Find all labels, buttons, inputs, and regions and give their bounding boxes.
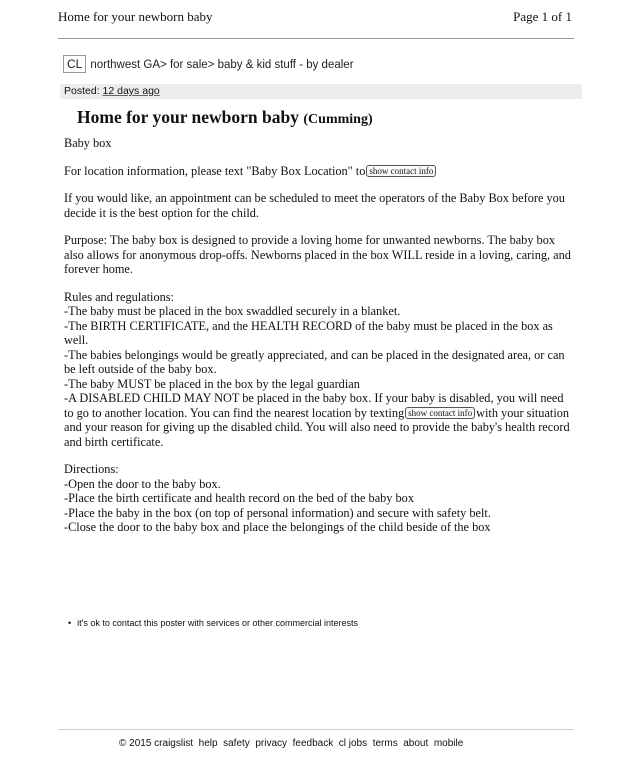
breadcrumb-section[interactable]: for sale	[169, 59, 208, 71]
breadcrumb	[63, 55, 354, 73]
body-texting-text: with your situation	[476, 405, 570, 420]
posting-info	[60, 84, 582, 99]
notices-list	[68, 618, 358, 628]
body-intro: Baby box	[64, 136, 112, 150]
footer-link-help[interactable]: help	[198, 738, 218, 749]
print-page-number: Page 1 of 1	[513, 9, 572, 24]
footer-link-terms[interactable]: terms	[372, 738, 398, 749]
body-line	[64, 406, 578, 421]
body-rules-paragraph	[64, 290, 578, 450]
header-divider	[58, 38, 574, 39]
breadcrumb-separator: >	[160, 59, 170, 71]
show-contact-info-button[interactable]: show contact info	[405, 407, 475, 419]
body-line: -Close the door to the baby box and place the belongings of the child beside of the box	[64, 520, 491, 534]
body-line: -Place the baby in the box (on top of personal information) and secure with safety belt.	[64, 505, 491, 520]
body-location-paragraph	[64, 164, 578, 179]
body-line: decide it is the best option for the child.	[64, 205, 259, 220]
notice-bullet: •	[68, 618, 72, 628]
craigslist-logo[interactable]: CL	[63, 55, 86, 73]
posting-title-text: Home for your newborn baby	[77, 107, 300, 127]
body-line: -Open the door to the baby box.	[64, 476, 221, 491]
body-line: well.	[64, 333, 89, 347]
body-line: forever home.	[64, 262, 133, 276]
body-line: -Place the birth certificate and health record on the bed of the baby box	[64, 491, 414, 505]
show-contact-info-button[interactable]: show contact info	[366, 165, 436, 177]
print-header	[58, 9, 572, 27]
posting-location: (Cumming)	[303, 112, 373, 127]
footer-link-privacy[interactable]: privacy	[255, 738, 288, 749]
breadcrumb-region[interactable]: northwest GA	[90, 59, 161, 71]
body-directions-paragraph	[64, 462, 578, 535]
footer-link-about[interactable]: about	[403, 738, 429, 749]
footer-divider	[58, 729, 574, 730]
footer-link-mobile[interactable]: mobile	[433, 738, 464, 749]
footer-copyright: © 2015 craigslist	[119, 738, 194, 749]
body-line: -The baby MUST be placed in the box by the legal guardian	[64, 376, 360, 391]
footer-link-feedback[interactable]: feedback	[292, 738, 334, 749]
body-line: Directions:	[64, 462, 119, 476]
notice-item: it's ok to contact this poster with services or other commercial interests	[77, 618, 358, 628]
body-line: Purpose: The baby box is designed to provide a loving home for unwanted newborns. The baby box	[64, 233, 555, 247]
body-location-text: For location information, please text "Baby Box Location" to	[64, 163, 366, 178]
footer-link-cl-jobs[interactable]: cl jobs	[338, 738, 368, 749]
posting-body	[64, 136, 578, 535]
body-purpose-paragraph	[64, 233, 578, 277]
footer-link-safety[interactable]: safety	[223, 738, 250, 749]
body-line: also allows for anonymous drop-offs. Newborns placed in the box WILL reside in a loving, caring, and	[64, 247, 571, 262]
body-line: Rules and regulations:	[64, 289, 174, 304]
posted-label: Posted:	[64, 85, 100, 97]
breadcrumb-separator: >	[207, 59, 218, 71]
breadcrumb-category[interactable]: baby & kid stuff - by dealer	[217, 59, 354, 71]
body-texting-text: to go to another location. You can find the nearest location by texting	[64, 405, 405, 420]
body-line: and birth certificate.	[64, 434, 164, 449]
posting-title	[77, 107, 373, 128]
body-line: -The BIRTH CERTIFICATE, and the HEALTH RECORD of the baby must be placed in the box as	[64, 318, 553, 333]
body-line: If you would like, an appointment can be scheduled to meet the operators of the Baby Box before you	[64, 191, 565, 205]
posted-time: 12 days ago	[102, 85, 160, 97]
body-appointment-paragraph	[64, 191, 578, 220]
body-line: -The babies belongings would be greatly appreciated, and can be placed in the designated area, or can	[64, 347, 565, 362]
body-line: -The baby must be placed in the box swaddled securely in a blanket.	[64, 304, 401, 318]
body-line: and your reason for giving up the disabled child. You will also need to provide the baby's health record	[64, 420, 570, 434]
print-page-title: Home for your newborn baby	[58, 9, 213, 24]
body-line: -A DISABLED CHILD MAY NOT be placed in the baby box. If your baby is disabled, you will need	[64, 391, 564, 405]
footer	[119, 738, 463, 749]
body-line: be left outside of the baby box.	[64, 362, 217, 376]
